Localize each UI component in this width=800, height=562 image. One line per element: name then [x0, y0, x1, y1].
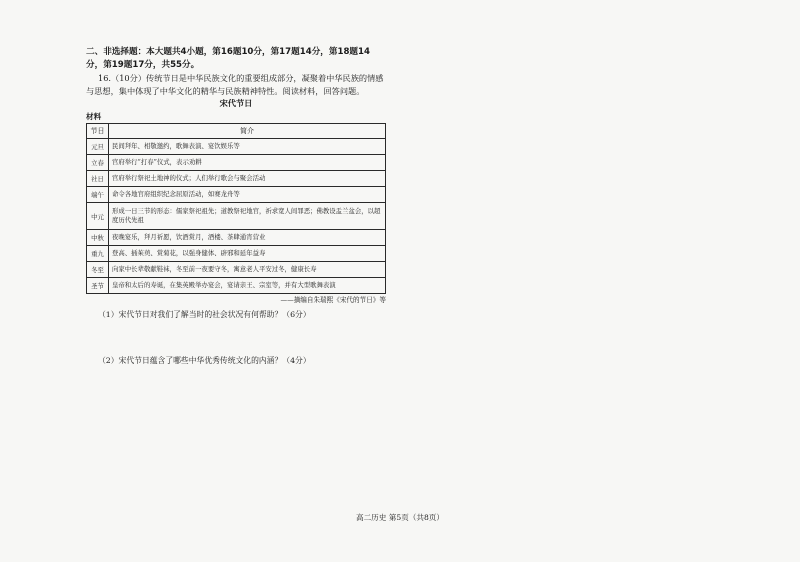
- table-row: [87, 278, 386, 294]
- festival-desc: 向家中长辈敬献鞋袜，冬至前一夜要守冬，寓意老人平安过冬，健康长寿: [109, 262, 386, 278]
- festival-desc: 民间拜年、相敬邀约，歌舞表演、宴饮娱乐等: [109, 139, 386, 155]
- table-row: [87, 246, 386, 262]
- festival-desc: 命令各地官府组织纪念屈原活动，如赛龙舟等: [109, 187, 386, 203]
- section-header: 二、非选择题：本大题共4小题，第16题10分，第17题14分，第18题14分，第19题17分，共55分。: [86, 47, 370, 70]
- festival-name: 社日: [87, 171, 109, 187]
- table-row: [87, 230, 386, 246]
- question-16-intro: 16.（10分）传统节日是中华民族文化的重要组成部分，凝聚着中华民族的情感与思想，集中体现了中华文化的精华与民族精神特性。阅读材料，回答问题。: [86, 73, 384, 96]
- question-2: （2）宋代节日蕴含了哪些中华优秀传统文化的内涵？（4分）: [98, 356, 311, 365]
- table-row: [87, 155, 386, 171]
- material-label: 材料: [86, 112, 102, 121]
- festival-desc: 官府举行祭祀土地神的仪式；人们举行歌会与聚会活动: [109, 171, 386, 187]
- question-1: （1）宋代节日对我们了解当时的社会状况有何帮助？（6分）: [98, 310, 311, 319]
- festival-name: 重九: [87, 246, 109, 262]
- table-row: [87, 139, 386, 155]
- festival-desc: 夜晚宴乐，拜月祈愿，饮酒赏月，酒楼、茶肆通宵营业: [109, 230, 386, 246]
- festival-name: 中元: [87, 203, 109, 230]
- table-row: [87, 262, 386, 278]
- festival-name: 圣节: [87, 278, 109, 294]
- source-citation: ——摘编自朱瑞熙《宋代的节日》等: [280, 296, 386, 304]
- festival-desc: 登高、插茱萸、赏菊花，以强身健体、辟邪和延年益寿: [109, 246, 386, 262]
- festival-name: 冬至: [87, 262, 109, 278]
- table-row: [87, 203, 386, 230]
- table-row: [87, 187, 386, 203]
- festival-desc: 官府举行“打春”仪式，表示劝耕: [109, 155, 386, 171]
- festival-name: 端午: [87, 187, 109, 203]
- table-header-row: [87, 124, 386, 139]
- table-row: [87, 171, 386, 187]
- header-festival: 节日: [87, 124, 109, 139]
- header-description: 简介: [109, 124, 386, 139]
- table-title: 宋代节日: [219, 98, 253, 108]
- festival-table: [86, 123, 386, 294]
- page-footer: 高二历史 第5页（共8页）: [355, 513, 444, 522]
- festival-name: 中秋: [87, 230, 109, 246]
- festival-desc: 皇帝和太后的寿诞，在集英殿举办宴会，宴请亲王、宗室等，并有大型歌舞表演: [109, 278, 386, 294]
- festival-name: 元旦: [87, 139, 109, 155]
- festival-name: 立春: [87, 155, 109, 171]
- festival-desc: 形成一日三节的形态：儒家祭祀祖先；道教祭祀地官，祈求宽人间罪恶；佛教设盂兰盆会，以超度历代先祖: [109, 203, 386, 230]
